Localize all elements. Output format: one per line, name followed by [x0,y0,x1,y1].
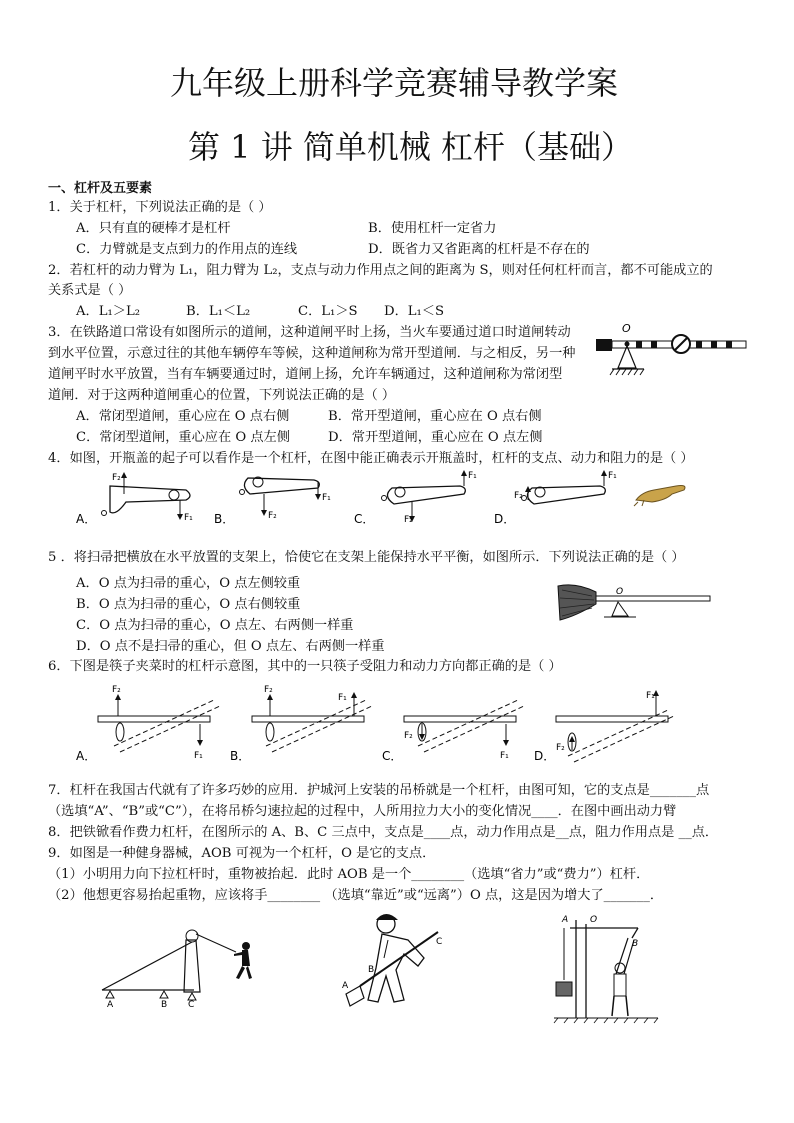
svg-text:F₁: F₁ [500,751,509,761]
q6-figure-b [228,680,378,768]
svg-text:F₁: F₁ [338,693,347,703]
svg-text:C．: C． [354,512,375,526]
svg-text:A: A [342,981,349,991]
svg-text:F₁: F₁ [184,513,193,523]
page-title: 九年级上册科学竞赛辅导教学案 [170,64,619,102]
q5-broom-figure [556,580,716,625]
svg-text:F₂: F₂ [514,491,523,501]
q8-stem: 8．把铁锨看作费力杠杆，在图所示的 A、B、C 三点中，支点是____点，动力作用点是__点，阻力作用点是 __点． [48,825,719,840]
barrier-counterweight [596,339,612,351]
q3-option-d: D．常开型道闸，重心应在 O 点左侧 [328,430,543,445]
svg-text:F₁: F₁ [468,471,477,481]
q4-figure-b [214,468,344,528]
barrier-support [618,346,636,368]
svg-text:A．: A． [76,512,97,526]
q5-option-a: A．O 点为扫帚的重心，O 点左侧较重 [76,576,301,591]
bottle-opener-hand-figure [632,478,692,508]
svg-text:A: A [562,915,569,925]
q1-option-c: C．力臂就是支点到力的作用点的连线 [76,242,298,257]
q7-stem-line1: 7．杠杆在我国古代就有了许多巧妙的应用．护城河上安装的吊桥就是一个杠杆，由图可知，它的支点是_______点 [48,783,710,798]
svg-text:F₂: F₂ [112,685,121,695]
q3-option-b: B．常开型道闸，重心应在 O 点右侧 [328,409,542,424]
q7-drawbridge-figure [96,912,266,1010]
q1-stem: 1．关于杠杆，下列说法正确的是（ ） [48,200,272,215]
svg-text:F₂: F₂ [404,731,413,741]
q4-figure-d [494,468,624,528]
pivot-label: O [616,587,624,597]
svg-text:F₁: F₁ [194,751,203,761]
svg-text:B．: B． [214,512,235,526]
svg-text:F₂: F₂ [556,743,565,753]
svg-text:A: A [107,1000,114,1010]
q1-option-b: B．使用杠杆一定省力 [368,221,497,236]
person-pulling-icon [612,938,634,1016]
svg-text:F₂: F₂ [112,473,121,483]
q1-option-d: D．既省力又省距离的杠杆是不存在的 [368,242,590,257]
svg-text:C．: C． [382,749,403,763]
section-heading: 一、杠杆及五要素 [48,181,153,196]
svg-text:B: B [161,1000,168,1010]
q8-shovel-figure [338,910,458,1010]
q9-sub1: （1）小明用力向下拉杠杆时，重物被抬起．此时 AOB 是一个________（选填“省力”或“费力”）杠杆． [48,867,650,882]
svg-text:B: B [368,965,375,975]
q4-figure-c [354,468,484,528]
q4-stem: 4．如图，开瓶盖的起子可以看作是一个杠杆，在图中能正确表示开瓶盖时，杠杆的支点、动力和阻力的是（ ） [48,451,694,466]
q2-stem-line1: 2．若杠杆的动力臂为 L₁，阻力臂为 L₂，支点与动力作用点之间的距离为 S，则对任何杠杆而言，都不可能成立的 [48,263,713,278]
q5-option-c: C．O 点为扫帚的重心，O 点左、右两侧一样重 [76,618,354,633]
pivot-label: O [622,322,631,335]
svg-text:D．: D． [494,512,516,526]
q3-stem-line1: 3．在铁路道口常设有如图所示的道闸，这种道闸平时上扬，当火车要通过道口时道闸转动 [48,325,571,340]
svg-text:C: C [188,1000,195,1010]
q2-option-b: B．L₁＜L₂ [186,304,251,319]
q2-option-a: A．L₁＞L₂ [76,304,140,319]
q3-barrier-figure [596,322,746,382]
q6-figure-c [380,680,530,768]
q3-option-a: A．常闭型道闸，重心应在 O 点右侧 [76,409,290,424]
svg-text:F₂: F₂ [264,685,273,695]
q4-figure-a [76,468,196,528]
svg-text:F₁: F₁ [608,471,617,481]
svg-text:B: B [632,939,639,949]
q1-option-a: A．只有直的硬棒才是杠杆 [76,221,231,236]
svg-text:F₁: F₁ [322,493,331,503]
q6-stem: 6．下图是筷子夹菜时的杠杆示意图，其中的一只筷子受阻力和动力方向都正确的是（ ） [48,659,562,674]
q2-option-c: C．L₁＞S [298,304,358,319]
svg-text:A．: A． [76,749,97,763]
q2-option-d: D．L₁＜S [384,304,445,319]
lesson-subtitle: 第 1 讲 简单机械 杠杆（基础） [188,128,634,166]
broom-support [612,602,628,616]
q7-stem-line2: （选填“A”、“B”或“C”），在将吊桥匀速拉起的过程中，人所用拉力大小的变化情况____．在图中画出动力臂 [48,804,677,819]
svg-text:F₁: F₁ [646,691,655,701]
svg-text:F₂: F₂ [268,511,277,521]
q9-fitness-figure [548,910,668,1025]
person-pulling-icon [234,942,252,979]
q9-stem: 9．如图是一种健身器械，AOB 可视为一个杠杆，O 是它的支点． [48,846,436,861]
q3-stem-line4: 道闸．对于这两种道闸重心的位置，下列说法正确的是（ ） [48,388,396,403]
svg-text:C: C [436,937,443,947]
q5-option-d: D．O 点不是扫帚的重心，但 O 点左、右两侧一样重 [76,639,385,654]
svg-text:F₂: F₂ [404,515,413,525]
q5-stem: 5 ．将扫帚把横放在水平放置的支架上，恰使它在支架上能保持水平平衡，如图所示．下列说法正确的是（ ） [48,550,685,565]
broom-handle [596,596,710,601]
q3-option-c: C．常闭型道闸，重心应在 O 点左侧 [76,430,290,445]
svg-text:O: O [590,915,598,925]
q9-sub2: （2）他想更容易抬起重物，应该将手________ （选填“靠近”或“远离”）O 点，这是因为增大了_______． [48,888,664,903]
q6-figure-a [74,680,224,768]
q2-stem-line2: 关系式是（ ） [48,283,132,298]
q3-stem-line3: 道闸平时水平放置，当有车辆要通过时，道闸上扬，允许车辆通过，这种道闸称为常闭型 [48,367,563,382]
q3-stem-line2: 到水平位置，示意过往的其他车辆停车等候，这种道闸称为常开型道闸．与之相反，另一种 [48,346,576,361]
q5-option-b: B．O 点为扫帚的重心，O 点右侧较重 [76,597,301,612]
svg-text:D．: D． [534,749,556,763]
svg-text:B．: B． [230,749,251,763]
q6-figure-d [532,680,682,768]
